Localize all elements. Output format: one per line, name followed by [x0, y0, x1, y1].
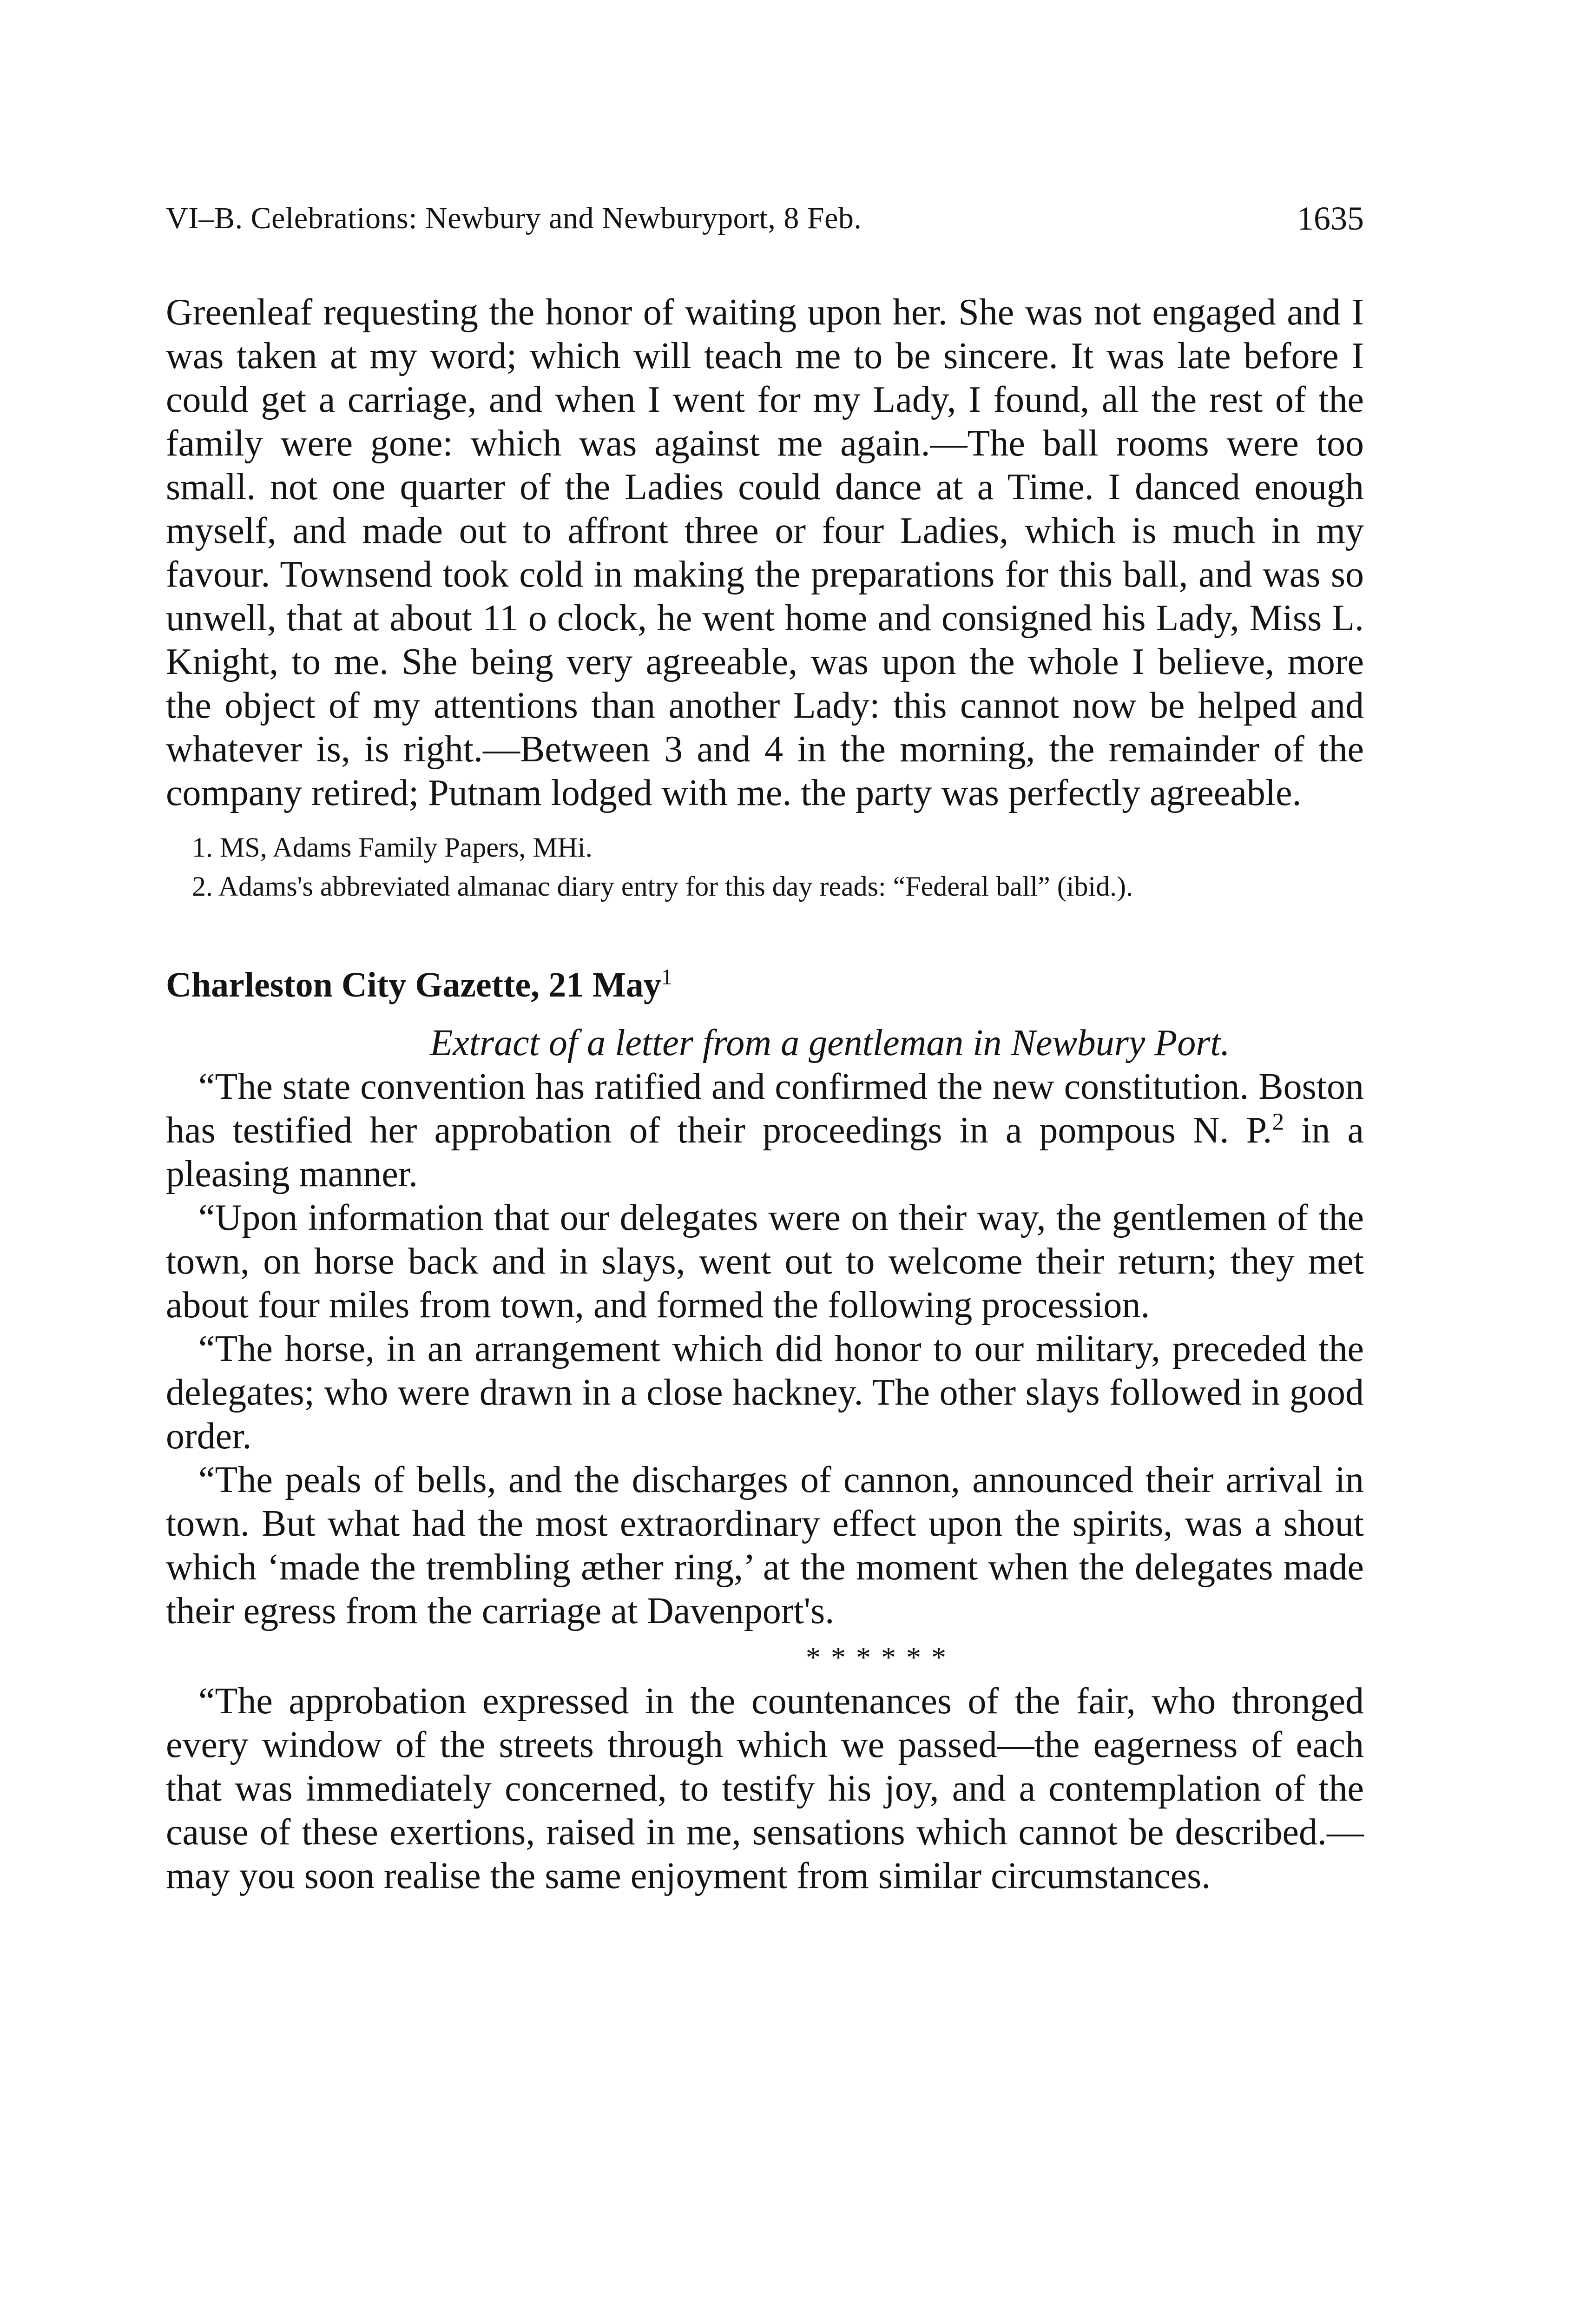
- section-heading-note-ref: 1: [661, 964, 672, 990]
- footnote-1: 1. MS, Adams Family Papers, MHi.: [192, 832, 592, 863]
- paragraph-1-end: in a pleasing manner.: [166, 1110, 1364, 1195]
- running-head: [166, 195, 1364, 242]
- footnote-2: 2. Adams's abbreviated almanac diary entry for this day reads: “Federal ball” (ibid.).: [192, 871, 1133, 902]
- paragraph-2: “Upon information that our delegates were on their way, the gentlemen of the town, on horse back and in slays, went out to welcome their return; they met about four miles from town, and formed the following procession.: [166, 1197, 1364, 1326]
- paragraph-5: “The approbation expressed in the countenances of the fair, who thronged every window of the streets through which we passed—the eagerness of each that was immediately concerned, to testify his joy, and a contemplation of the cause of these exertions, raised in me, sensations which cannot be described.—may you soon realise the same enjoyment from similar circumstances.: [166, 1681, 1364, 1896]
- body-text: [166, 290, 1364, 1898]
- paragraph-4: “The peals of bells, and the discharges of cannon, announced their arrival in town. But what had the most extraordinary effect upon the spirits, was a shout which ‘made the trembling æther ring,’ at the moment when the delegates made their egress from the carriage at Davenport's.: [166, 1459, 1364, 1631]
- note-ref-2: 2: [1272, 1109, 1284, 1136]
- paragraph-3: “The horse, in an arrangement which did honor to our military, preceded the delegates; who were drawn in a close hackney. The other slays followed in good order.: [166, 1328, 1364, 1457]
- section-heading-text: Charleston City Gazette, 21 May: [166, 965, 661, 1004]
- paragraph-1-text: “The state convention has ratified and confirmed the new constitution. Boston has testified her approbation of their proceedings in a pompous N. P.: [166, 1066, 1364, 1151]
- letter-caption: Extract of a letter from a gentleman in Newbury Port.: [430, 1023, 1230, 1063]
- paragraph-1: [166, 1065, 1364, 1196]
- running-head-title: VI–B. Celebrations: Newbury and Newburyport, 8 Feb.: [166, 201, 862, 235]
- page-number: 1635: [1297, 200, 1364, 237]
- footnotes: [166, 828, 1364, 906]
- section-break-asterisks: ******: [806, 1641, 956, 1674]
- continuation-paragraph: Greenleaf requesting the honor of waiting upon her. She was not engaged and I was taken at my word; which will teach me to be sincere. It was late before I could get a carriage, and when I went for my Lady, I found, all the rest of the family were gone: which was against me again.—The ball rooms were too small. not one quarter of the Ladies could dance at a Time. I danced enough myself, and made out to affront three or four Ladies, which is much in my favour. Townsend took cold in making the preparations for this ball, and was so unwell, that at about 11 o clock, he went home and consigned his Lady, Miss L. Knight, to me. She being very agreeable, was upon the whole I believe, more the object of my attentions than another Lady: this cannot now be helped and whatever is, is right.—Between 3 and 4 in the morning, the remainder of the company retired; Putnam lodged with me. the party was perfectly agreeable.: [166, 292, 1364, 813]
- section-heading: [166, 962, 1364, 1008]
